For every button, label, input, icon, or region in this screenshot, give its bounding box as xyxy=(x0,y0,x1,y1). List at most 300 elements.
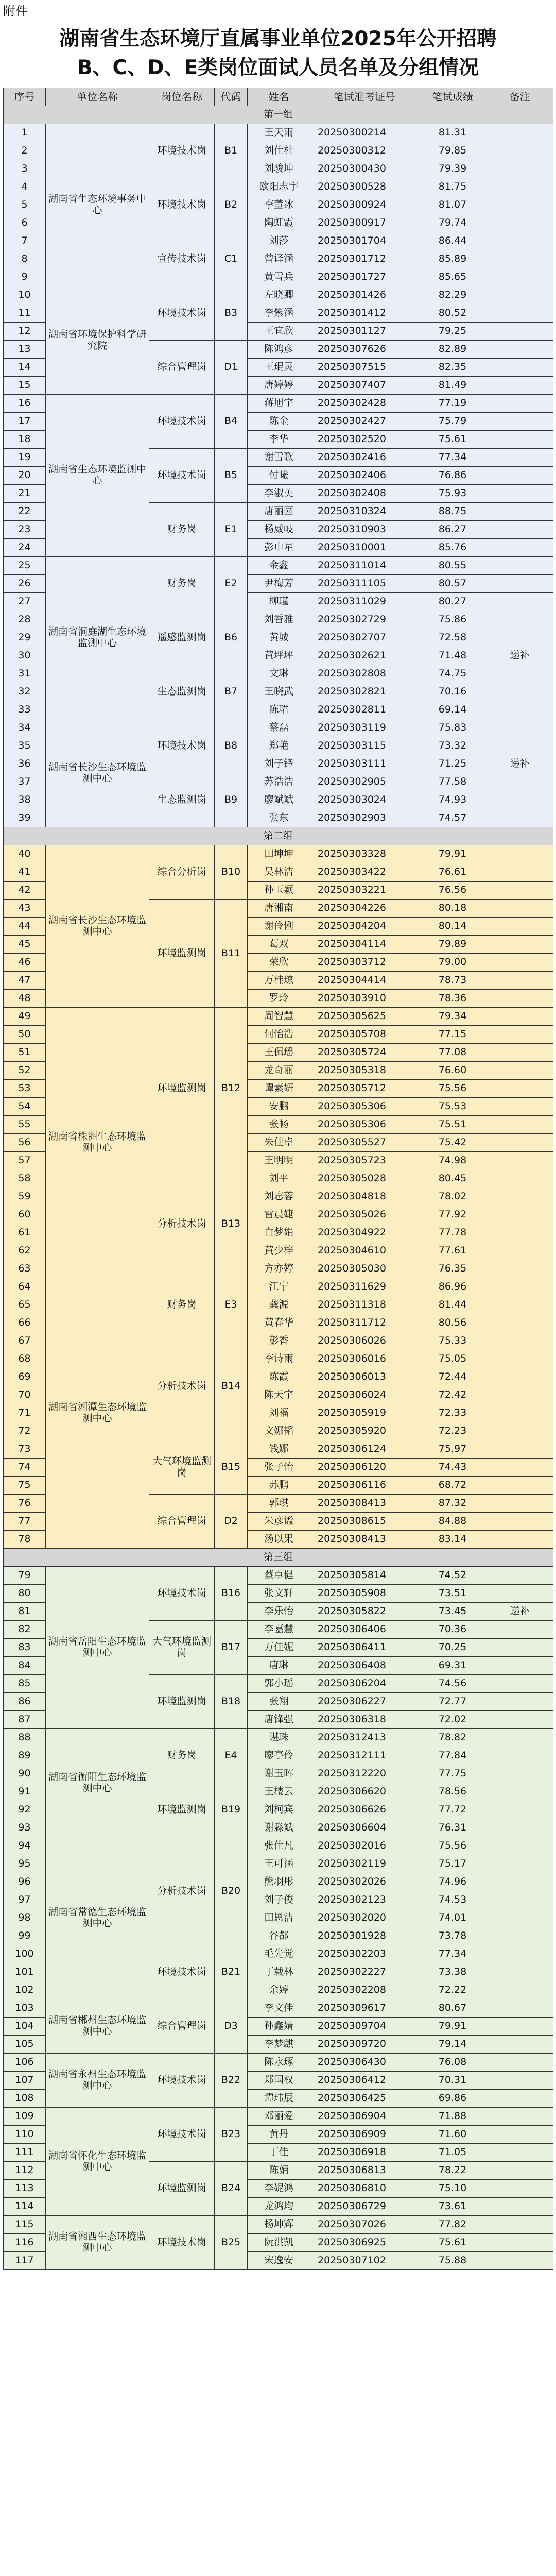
cell-score: 71.60 xyxy=(419,2126,486,2144)
cell-note xyxy=(486,900,553,918)
cell-unit: 湖南省环境保护科学研究院 xyxy=(46,286,149,395)
cell-score: 72.22 xyxy=(419,1981,486,1999)
cell-seq: 38 xyxy=(4,791,46,809)
cell-score: 77.72 xyxy=(419,1801,486,1819)
cell-seq: 35 xyxy=(4,737,46,755)
cell-name: 万佳妮 xyxy=(248,1639,310,1657)
cell-ticket: 20250300312 xyxy=(310,142,419,160)
cell-name: 王可涵 xyxy=(248,1855,310,1873)
cell-seq: 22 xyxy=(4,503,46,521)
cell-score: 73.78 xyxy=(419,1927,486,1945)
table-row xyxy=(4,1567,553,1585)
cell-score: 75.05 xyxy=(419,1350,486,1368)
cell-name: 廖亭伶 xyxy=(248,1747,310,1765)
cell-seq: 16 xyxy=(4,395,46,413)
cell-name: 刘志蓉 xyxy=(248,1188,310,1206)
cell-note xyxy=(486,1062,553,1080)
cell-note xyxy=(486,1477,553,1495)
cell-score: 74.56 xyxy=(419,1675,486,1693)
cell-note xyxy=(486,1585,553,1603)
cell-position: 财务岗 xyxy=(149,503,215,557)
cell-name: 钱娜 xyxy=(248,1440,310,1459)
cell-ticket: 20250311105 xyxy=(310,575,419,593)
cell-seq: 10 xyxy=(4,286,46,304)
cell-ticket: 20250301127 xyxy=(310,323,419,341)
cell-seq: 108 xyxy=(4,2090,46,2108)
cell-score: 74.93 xyxy=(419,791,486,809)
cell-note xyxy=(486,1188,553,1206)
cell-ticket: 20250305026 xyxy=(310,1206,419,1224)
cell-code: B11 xyxy=(215,900,248,1008)
cell-note xyxy=(486,449,553,467)
header-unit: 单位名称 xyxy=(46,88,149,106)
cell-note xyxy=(486,1459,553,1477)
cell-code: B1 xyxy=(215,124,248,178)
cell-name: 苏鹏 xyxy=(248,1477,310,1495)
cell-ticket: 20250307515 xyxy=(310,359,419,377)
cell-note xyxy=(486,395,553,413)
cell-ticket: 20250308615 xyxy=(310,1513,419,1531)
cell-note xyxy=(486,2018,553,2036)
cell-position: 环境技术岗 xyxy=(149,124,215,178)
cell-ticket: 20250306408 xyxy=(310,1657,419,1675)
cell-name: 杨威岐 xyxy=(248,521,310,539)
cell-ticket: 20250302427 xyxy=(310,413,419,431)
cell-name: 唐婷婷 xyxy=(248,377,310,395)
cell-name: 何怡浩 xyxy=(248,1026,310,1044)
cell-name: 谢雪歌 xyxy=(248,449,310,467)
cell-note xyxy=(486,341,553,359)
cell-seq: 107 xyxy=(4,2072,46,2090)
cell-note xyxy=(486,2054,553,2072)
cell-position: 环境技术岗 xyxy=(149,178,215,232)
cell-ticket: 20250305712 xyxy=(310,1080,419,1098)
cell-name: 罗玲 xyxy=(248,990,310,1008)
cell-ticket: 20250309720 xyxy=(310,2036,419,2054)
cell-score: 82.35 xyxy=(419,359,486,377)
cell-note xyxy=(486,196,553,214)
cell-score: 85.89 xyxy=(419,250,486,268)
cell-name: 余婷 xyxy=(248,1981,310,1999)
cell-note xyxy=(486,1801,553,1819)
cell-score: 77.92 xyxy=(419,1206,486,1224)
cell-code: B9 xyxy=(215,773,248,827)
cell-unit: 湖南省长沙生态环境监测中心 xyxy=(46,845,149,1008)
cell-name: 雷晨婕 xyxy=(248,1206,310,1224)
cell-seq: 43 xyxy=(4,900,46,918)
cell-code: B24 xyxy=(215,2162,248,2216)
cell-note xyxy=(486,2036,553,2054)
cell-seq: 98 xyxy=(4,1909,46,1927)
cell-score: 77.61 xyxy=(419,1242,486,1260)
cell-seq: 62 xyxy=(4,1242,46,1260)
cell-seq: 7 xyxy=(4,232,46,250)
cell-score: 79.39 xyxy=(419,160,486,178)
cell-name: 丁载林 xyxy=(248,1963,310,1981)
cell-ticket: 20250310001 xyxy=(310,539,419,557)
cell-name: 阮洪凯 xyxy=(248,2234,310,2252)
cell-seq: 42 xyxy=(4,882,46,900)
cell-seq: 1 xyxy=(4,124,46,142)
cell-seq: 17 xyxy=(4,413,46,431)
cell-name: 刘莎 xyxy=(248,232,310,250)
cell-note xyxy=(486,972,553,990)
cell-note xyxy=(486,1404,553,1422)
cell-position: 环境监测岗 xyxy=(149,1008,215,1170)
document-title-line1: 湖南省生态环境厅直属事业单位2025年公开招聘 xyxy=(59,27,497,50)
cell-name: 黄丹 xyxy=(248,2126,310,2144)
table-row xyxy=(4,845,553,863)
cell-seq: 50 xyxy=(4,1026,46,1044)
cell-score: 72.42 xyxy=(419,1386,486,1404)
cell-note xyxy=(486,323,553,341)
cell-score: 78.56 xyxy=(419,1783,486,1801)
cell-name: 廖斌斌 xyxy=(248,791,310,809)
cell-seq: 67 xyxy=(4,1332,46,1350)
cell-name: 文娜韬 xyxy=(248,1422,310,1440)
cell-ticket: 20250303910 xyxy=(310,990,419,1008)
cell-ticket: 20250305919 xyxy=(310,1404,419,1422)
cell-code: B25 xyxy=(215,2216,248,2270)
cell-note xyxy=(486,1531,553,1549)
cell-note xyxy=(486,268,553,286)
cell-score: 81.75 xyxy=(419,178,486,196)
cell-ticket: 20250300924 xyxy=(310,196,419,214)
cell-unit: 湖南省洞庭湖生态环境监测中心 xyxy=(46,557,149,719)
cell-score: 75.56 xyxy=(419,1837,486,1855)
cell-score: 74.01 xyxy=(419,1909,486,1927)
cell-code: E4 xyxy=(215,1729,248,1783)
cell-note xyxy=(486,1567,553,1585)
cell-name: 文琳 xyxy=(248,665,310,683)
cell-seq: 47 xyxy=(4,972,46,990)
cell-ticket: 20250302729 xyxy=(310,611,419,629)
cell-score: 78.73 xyxy=(419,972,486,990)
cell-ticket: 20250304818 xyxy=(310,1188,419,1206)
cell-score: 72.44 xyxy=(419,1368,486,1386)
cell-score: 79.00 xyxy=(419,954,486,972)
cell-seq: 37 xyxy=(4,773,46,791)
cell-name: 方亦婷 xyxy=(248,1260,310,1278)
group-separator-row xyxy=(4,827,553,845)
cell-name: 郭小瑶 xyxy=(248,1675,310,1693)
cell-unit: 湖南省常德生态环境监测中心 xyxy=(46,1837,149,1999)
cell-seq: 104 xyxy=(4,2018,46,2036)
cell-name: 谢淼斌 xyxy=(248,1819,310,1837)
cell-note xyxy=(486,918,553,936)
cell-ticket: 20250302811 xyxy=(310,701,419,719)
cell-score: 73.51 xyxy=(419,1585,486,1603)
cell-name: 谷都 xyxy=(248,1927,310,1945)
cell-ticket: 20250306406 xyxy=(310,1621,419,1639)
cell-note xyxy=(486,2180,553,2198)
cell-ticket: 20250302416 xyxy=(310,449,419,467)
cell-name: 蔡卓健 xyxy=(248,1567,310,1585)
cell-unit: 湖南省永州生态环境监测中心 xyxy=(46,2054,149,2108)
cell-note xyxy=(486,683,553,701)
cell-name: 李文佳 xyxy=(248,1999,310,2018)
cell-score: 77.84 xyxy=(419,1747,486,1765)
cell-seq: 44 xyxy=(4,918,46,936)
cell-note xyxy=(486,2072,553,2090)
cell-position: 环境监测岗 xyxy=(149,2162,215,2216)
cell-seq: 46 xyxy=(4,954,46,972)
cell-score: 77.78 xyxy=(419,1224,486,1242)
cell-note xyxy=(486,791,553,809)
cell-score: 79.91 xyxy=(419,845,486,863)
cell-score: 76.61 xyxy=(419,863,486,882)
cell-ticket: 20250309617 xyxy=(310,1999,419,2018)
cell-note xyxy=(486,1945,553,1963)
cell-seq: 78 xyxy=(4,1531,46,1549)
cell-name: 李紫涵 xyxy=(248,304,310,323)
cell-ticket: 20250305028 xyxy=(310,1170,419,1188)
cell-seq: 115 xyxy=(4,2216,46,2234)
cell-note xyxy=(486,701,553,719)
table-row xyxy=(4,1278,553,1296)
cell-name: 彭香 xyxy=(248,1332,310,1350)
header-code: 代码 xyxy=(215,88,248,106)
cell-note xyxy=(486,124,553,142)
cell-ticket: 20250302520 xyxy=(310,431,419,449)
cell-seq: 74 xyxy=(4,1459,46,1477)
cell-ticket: 20250300917 xyxy=(310,214,419,232)
cell-seq: 20 xyxy=(4,467,46,485)
cell-seq: 34 xyxy=(4,719,46,737)
cell-name: 郑国权 xyxy=(248,2072,310,2090)
cell-name: 田坤坤 xyxy=(248,845,310,863)
cell-name: 杨坤辉 xyxy=(248,2216,310,2234)
cell-score: 78.82 xyxy=(419,1729,486,1747)
cell-ticket: 20250305814 xyxy=(310,1567,419,1585)
cell-seq: 2 xyxy=(4,142,46,160)
cell-score: 72.23 xyxy=(419,1422,486,1440)
cell-name: 李诗雨 xyxy=(248,1350,310,1368)
cell-seq: 65 xyxy=(4,1296,46,1314)
cell-seq: 86 xyxy=(4,1693,46,1711)
cell-name: 刘骏坤 xyxy=(248,160,310,178)
cell-seq: 73 xyxy=(4,1440,46,1459)
cell-ticket: 20250302408 xyxy=(310,485,419,503)
cell-score: 77.34 xyxy=(419,449,486,467)
cell-position: 环境技术岗 xyxy=(149,1945,215,1999)
candidate-table xyxy=(3,88,553,2270)
cell-score: 87.32 xyxy=(419,1495,486,1513)
cell-score: 79.89 xyxy=(419,936,486,954)
cell-ticket: 20250312111 xyxy=(310,1747,419,1765)
cell-ticket: 20250304610 xyxy=(310,1242,419,1260)
cell-seq: 90 xyxy=(4,1765,46,1783)
cell-ticket: 20250306412 xyxy=(310,2072,419,2090)
cell-note xyxy=(486,1152,553,1170)
cell-score: 72.02 xyxy=(419,1711,486,1729)
cell-note xyxy=(486,1242,553,1260)
cell-score: 77.15 xyxy=(419,1026,486,1044)
cell-score: 81.49 xyxy=(419,377,486,395)
cell-note xyxy=(486,1422,553,1440)
cell-ticket: 20250305318 xyxy=(310,1062,419,1080)
cell-ticket: 20250308413 xyxy=(310,1495,419,1513)
cell-score: 75.17 xyxy=(419,1855,486,1873)
cell-name: 朱彦谧 xyxy=(248,1513,310,1531)
cell-seq: 116 xyxy=(4,2234,46,2252)
cell-seq: 52 xyxy=(4,1062,46,1080)
cell-seq: 26 xyxy=(4,575,46,593)
cell-score: 70.31 xyxy=(419,2072,486,2090)
cell-note xyxy=(486,232,553,250)
cell-score: 84.88 xyxy=(419,1513,486,1531)
cell-seq: 13 xyxy=(4,341,46,359)
cell-ticket: 20250311029 xyxy=(310,593,419,611)
table-row xyxy=(4,557,553,575)
cell-ticket: 20250305908 xyxy=(310,1585,419,1603)
cell-name: 黄雪兵 xyxy=(248,268,310,286)
cell-name: 尹梅芳 xyxy=(248,575,310,593)
cell-seq: 25 xyxy=(4,557,46,575)
cell-note xyxy=(486,431,553,449)
cell-seq: 84 xyxy=(4,1657,46,1675)
cell-seq: 39 xyxy=(4,809,46,827)
cell-name: 陈永琢 xyxy=(248,2054,310,2072)
cell-code: B22 xyxy=(215,2054,248,2108)
cell-ticket: 20250306124 xyxy=(310,1440,419,1459)
cell-name: 王宜欣 xyxy=(248,323,310,341)
cell-code: B21 xyxy=(215,1945,248,1999)
cell-ticket: 20250302016 xyxy=(310,1837,419,1855)
cell-code: B6 xyxy=(215,611,248,665)
cell-note xyxy=(486,1999,553,2018)
cell-note xyxy=(486,1296,553,1314)
cell-ticket: 20250304922 xyxy=(310,1224,419,1242)
cell-ticket: 20250309704 xyxy=(310,2018,419,2036)
cell-position: 环境技术岗 xyxy=(149,2054,215,2108)
cell-ticket: 20250306626 xyxy=(310,1801,419,1819)
cell-seq: 101 xyxy=(4,1963,46,1981)
cell-ticket: 20250305920 xyxy=(310,1422,419,1440)
cell-score: 78.22 xyxy=(419,2162,486,2180)
cell-note: 递补 xyxy=(486,755,553,773)
header-name: 姓名 xyxy=(248,88,310,106)
cell-ticket: 20250302208 xyxy=(310,1981,419,1999)
cell-ticket: 20250302026 xyxy=(310,1873,419,1891)
cell-position: 分析技术岗 xyxy=(149,1170,215,1278)
cell-ticket: 20250307407 xyxy=(310,377,419,395)
cell-code: B3 xyxy=(215,286,248,341)
cell-note xyxy=(486,2144,553,2162)
cell-score: 78.36 xyxy=(419,990,486,1008)
cell-score: 80.18 xyxy=(419,900,486,918)
cell-seq: 45 xyxy=(4,936,46,954)
cell-seq: 105 xyxy=(4,2036,46,2054)
cell-score: 73.32 xyxy=(419,737,486,755)
cell-ticket: 20250311712 xyxy=(310,1314,419,1332)
cell-score: 72.58 xyxy=(419,629,486,647)
table-row xyxy=(4,2108,553,2126)
cell-note xyxy=(486,1026,553,1044)
cell-name: 荣欣 xyxy=(248,954,310,972)
cell-note xyxy=(486,1513,553,1531)
cell-name: 周智慧 xyxy=(248,1008,310,1026)
cell-ticket: 20250302621 xyxy=(310,647,419,665)
cell-seq: 96 xyxy=(4,1873,46,1891)
header-ticket: 笔试准考证号 xyxy=(310,88,419,106)
cell-position: 环境技术岗 xyxy=(149,395,215,449)
cell-seq: 77 xyxy=(4,1513,46,1531)
cell-name: 刘福 xyxy=(248,1404,310,1422)
cell-note xyxy=(486,250,553,268)
cell-name: 曾译涵 xyxy=(248,250,310,268)
cell-score: 70.36 xyxy=(419,1621,486,1639)
cell-score: 74.75 xyxy=(419,665,486,683)
cell-seq: 114 xyxy=(4,2198,46,2216)
cell-ticket: 20250306729 xyxy=(310,2198,419,2216)
cell-name: 宋逸安 xyxy=(248,2252,310,2270)
cell-seq: 70 xyxy=(4,1386,46,1404)
cell-ticket: 20250310324 xyxy=(310,503,419,521)
cell-name: 张畅 xyxy=(248,1116,310,1134)
cell-note xyxy=(486,2252,553,2270)
cell-score: 75.61 xyxy=(419,2234,486,2252)
cell-note xyxy=(486,665,553,683)
cell-code: B8 xyxy=(215,719,248,773)
cell-note xyxy=(486,936,553,954)
cell-ticket: 20250303111 xyxy=(310,755,419,773)
cell-name: 刘香雅 xyxy=(248,611,310,629)
cell-note xyxy=(486,1873,553,1891)
cell-code: B7 xyxy=(215,665,248,719)
cell-seq: 81 xyxy=(4,1603,46,1621)
cell-name: 张子怡 xyxy=(248,1459,310,1477)
cell-score: 79.25 xyxy=(419,323,486,341)
cell-seq: 97 xyxy=(4,1891,46,1909)
cell-note xyxy=(486,575,553,593)
cell-ticket: 20250306120 xyxy=(310,1459,419,1477)
cell-seq: 56 xyxy=(4,1134,46,1152)
cell-score: 76.31 xyxy=(419,1819,486,1837)
cell-score: 86.96 xyxy=(419,1278,486,1296)
cell-note xyxy=(486,1332,553,1350)
cell-score: 85.65 xyxy=(419,268,486,286)
cell-name: 熊羽彤 xyxy=(248,1873,310,1891)
cell-score: 74.98 xyxy=(419,1152,486,1170)
cell-position: 分析技术岗 xyxy=(149,1332,215,1440)
cell-ticket: 20250306810 xyxy=(310,2180,419,2198)
cell-ticket: 20250306227 xyxy=(310,1693,419,1711)
cell-name: 丁佳 xyxy=(248,2144,310,2162)
cell-score: 73.38 xyxy=(419,1963,486,1981)
cell-seq: 99 xyxy=(4,1927,46,1945)
cell-name: 张文轩 xyxy=(248,1585,310,1603)
table-header-row xyxy=(4,88,553,106)
cell-name: 王天雨 xyxy=(248,124,310,142)
cell-seq: 113 xyxy=(4,2180,46,2198)
cell-score: 75.93 xyxy=(419,485,486,503)
cell-ticket: 20250304204 xyxy=(310,918,419,936)
cell-note xyxy=(486,304,553,323)
cell-name: 江宁 xyxy=(248,1278,310,1296)
cell-name: 陈娟 xyxy=(248,2162,310,2180)
cell-ticket: 20250300528 xyxy=(310,178,419,196)
cell-note xyxy=(486,1747,553,1765)
cell-ticket: 20250305723 xyxy=(310,1152,419,1170)
cell-seq: 88 xyxy=(4,1729,46,1747)
cell-unit: 湖南省怀化生态环境监测中心 xyxy=(46,2108,149,2216)
cell-score: 80.57 xyxy=(419,575,486,593)
cell-seq: 55 xyxy=(4,1116,46,1134)
cell-name: 王晓武 xyxy=(248,683,310,701)
cell-ticket: 20250305625 xyxy=(310,1008,419,1026)
cell-note xyxy=(486,178,553,196)
